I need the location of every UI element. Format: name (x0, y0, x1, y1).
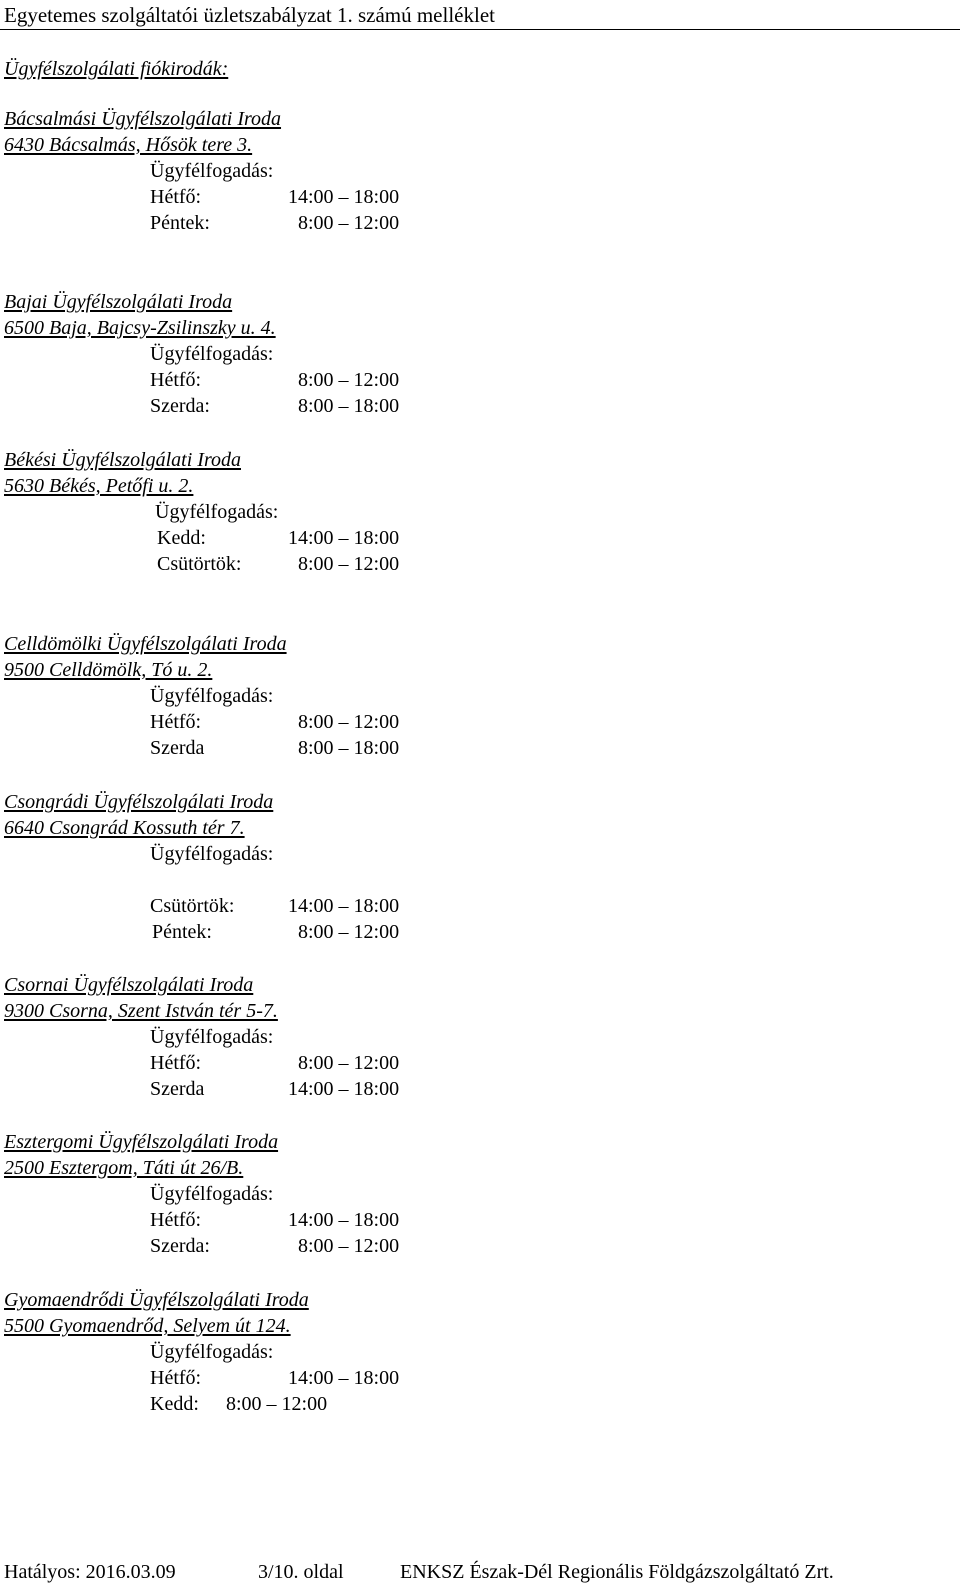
hours-time: 14:00 – 18:00 (288, 186, 400, 208)
hours-day: Hétfő: (150, 369, 202, 391)
hours-day: Csütörtök: (150, 895, 235, 917)
header-rule (0, 29, 960, 30)
footer-effective-date: Hatályos: 2016.03.09 (4, 1561, 176, 1583)
hours-time: 14:00 – 18:00 (288, 1078, 400, 1100)
hours-day: Szerda: (150, 1235, 210, 1257)
office-address: 5500 Gyomaendrőd, Selyem út 124. (4, 1315, 291, 1337)
hours-time: 14:00 – 18:00 (288, 895, 400, 917)
hours-day: Hétfő: (150, 1367, 202, 1389)
hours-day: Hétfő: (150, 186, 202, 208)
office-address: 6430 Bácsalmás, Hősök tere 3. (4, 134, 253, 156)
office-name: Esztergomi Ügyfélszolgálati Iroda (4, 1131, 279, 1153)
hours-time: 8:00 – 12:00 (298, 553, 400, 575)
hours-time: 8:00 – 12:00 (298, 921, 400, 943)
hours-day: Hétfő: (150, 1052, 202, 1074)
reception-label: Ügyfélfogadás: (150, 1183, 274, 1205)
hours-time: 8:00 – 12:00 (226, 1393, 328, 1415)
hours-time: 8:00 – 18:00 (298, 395, 400, 417)
office-address: 5630 Békés, Petőfi u. 2. (4, 475, 194, 497)
hours-day: Péntek: (152, 921, 212, 943)
office-name: Csongrádi Ügyfélszolgálati Iroda (4, 791, 274, 813)
office-address: 9300 Csorna, Szent István tér 5-7. (4, 1000, 278, 1022)
reception-label: Ügyfélfogadás: (150, 1026, 274, 1048)
office-name: Csornai Ügyfélszolgálati Iroda (4, 974, 254, 996)
hours-day: Szerda (150, 737, 205, 759)
hours-time: 8:00 – 12:00 (298, 1052, 400, 1074)
section-title: Ügyfélszolgálati fiókirodák: (4, 58, 229, 80)
hours-day: Kedd: (150, 1393, 199, 1415)
hours-day: Kedd: (157, 527, 206, 549)
office-name: Békési Ügyfélszolgálati Iroda (4, 449, 241, 471)
office-name: Bajai Ügyfélszolgálati Iroda (4, 291, 233, 313)
reception-label: Ügyfélfogadás: (150, 685, 274, 707)
page-header: Egyetemes szolgáltatói üzletszabályzat 1. számú melléklet (4, 3, 495, 27)
hours-time: 8:00 – 12:00 (298, 711, 400, 733)
office-address: 9500 Celldömölk, Tó u. 2. (4, 659, 213, 681)
hours-time: 8:00 – 12:00 (298, 212, 400, 234)
hours-day: Szerda: (150, 395, 210, 417)
office-name: Gyomaendrődi Ügyfélszolgálati Iroda (4, 1289, 309, 1311)
office-name: Celldömölki Ügyfélszolgálati Iroda (4, 633, 287, 655)
reception-label: Ügyfélfogadás: (150, 343, 274, 365)
hours-time: 14:00 – 18:00 (288, 527, 400, 549)
office-name: Bácsalmási Ügyfélszolgálati Iroda (4, 108, 282, 130)
hours-day: Csütörtök: (157, 553, 242, 575)
footer-page-number: 3/10. oldal (258, 1561, 344, 1583)
office-address: 6640 Csongrád Kossuth tér 7. (4, 817, 245, 839)
hours-day: Péntek: (150, 212, 210, 234)
reception-label: Ügyfélfogadás: (155, 501, 279, 523)
hours-day: Hétfő: (150, 1209, 202, 1231)
hours-time: 8:00 – 12:00 (298, 1235, 400, 1257)
hours-day: Szerda (150, 1078, 205, 1100)
hours-time: 14:00 – 18:00 (288, 1367, 400, 1389)
hours-time: 8:00 – 18:00 (298, 737, 400, 759)
hours-time: 14:00 – 18:00 (288, 1209, 400, 1231)
reception-label: Ügyfélfogadás: (150, 843, 274, 865)
footer-company: ENKSZ Észak-Dél Regionális Földgázszolgáltató Zrt. (400, 1561, 834, 1583)
hours-time: 8:00 – 12:00 (298, 369, 400, 391)
office-address: 2500 Esztergom, Táti út 26/B. (4, 1157, 244, 1179)
hours-day: Hétfő: (150, 711, 202, 733)
reception-label: Ügyfélfogadás: (150, 160, 274, 182)
office-address: 6500 Baja, Bajcsy-Zsilinszky u. 4. (4, 317, 276, 339)
reception-label: Ügyfélfogadás: (150, 1341, 274, 1363)
